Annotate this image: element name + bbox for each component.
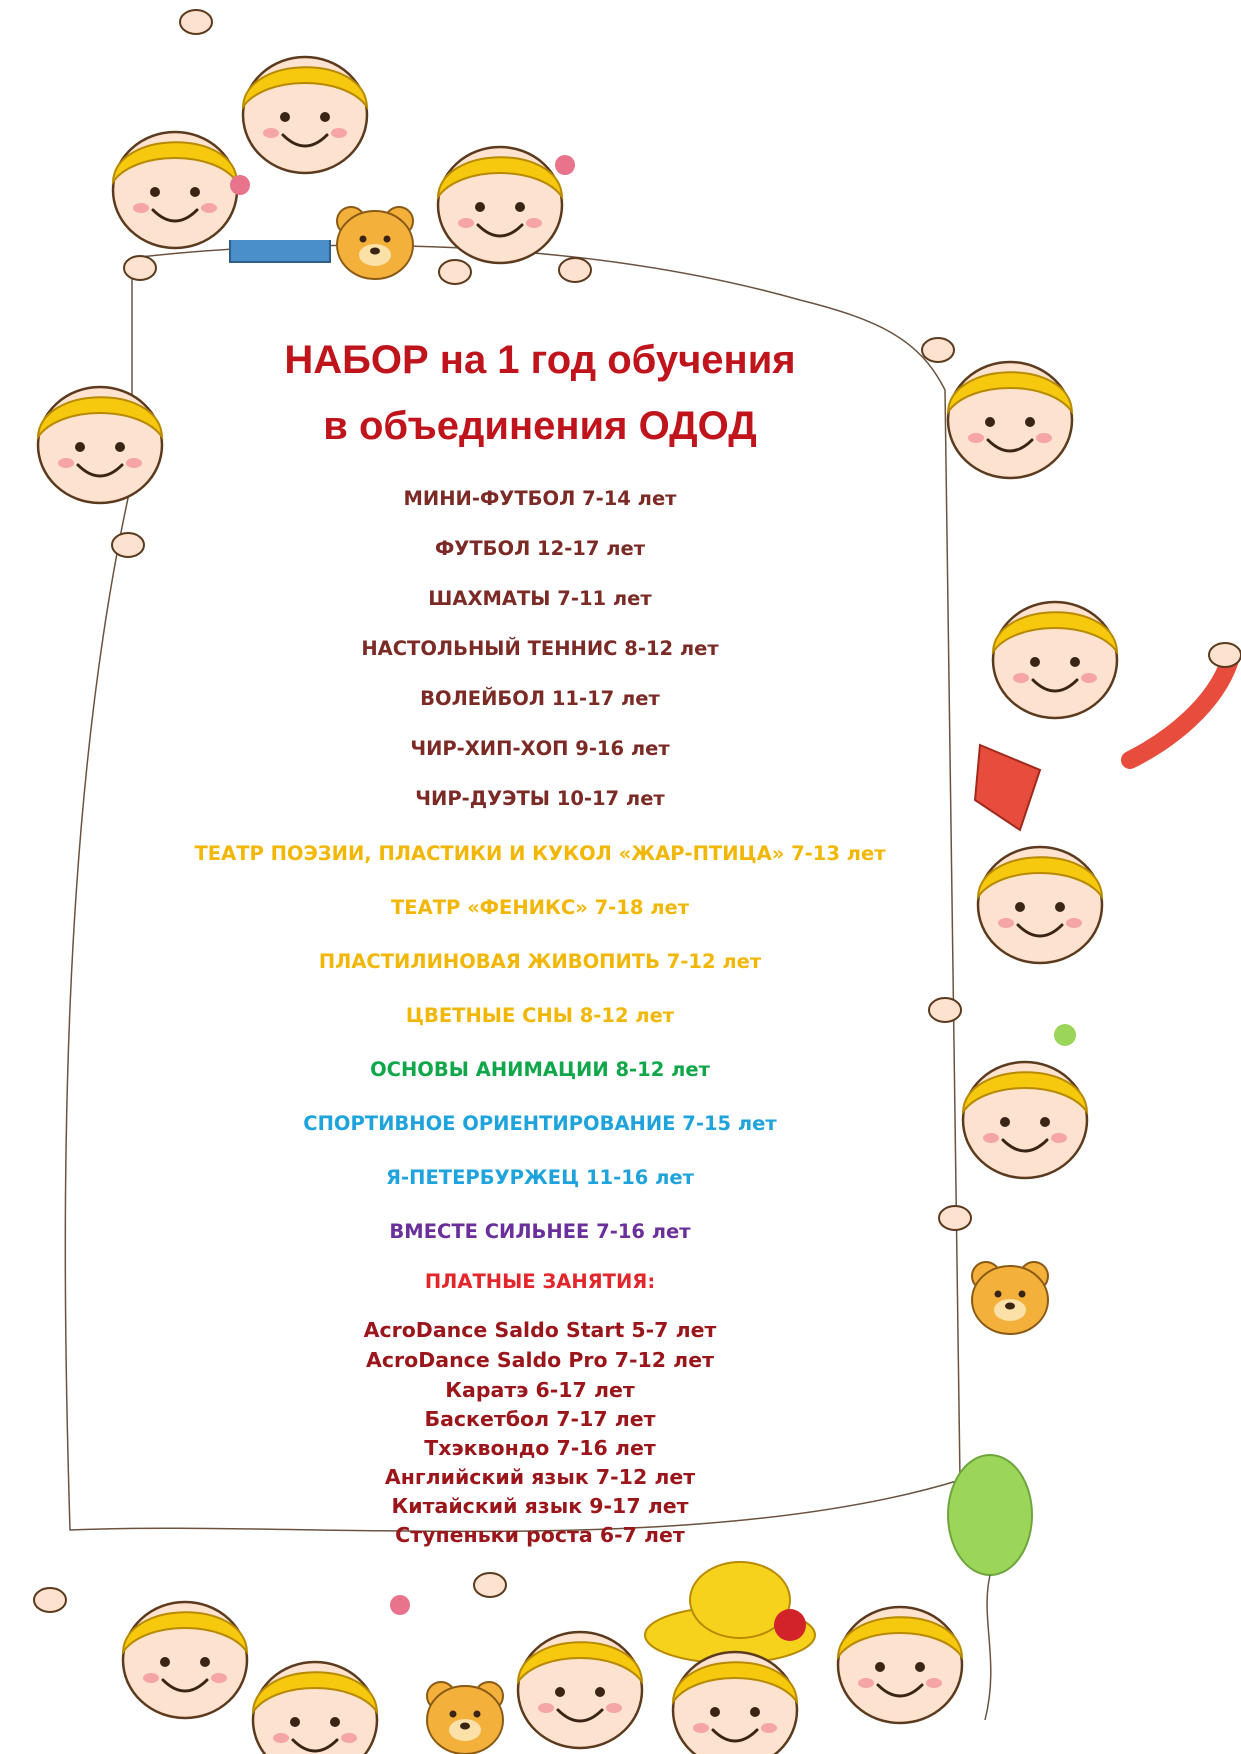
program-item: ПЛАСТИЛИНОВАЯ ЖИВОПИТЬ 7-12 лет <box>318 950 762 973</box>
paid-class-item: Ступеньки роста 6-7 лет <box>395 1523 685 1547</box>
program-item: ВОЛЕЙБОЛ 11-17 лет <box>420 687 660 710</box>
poster-title-line1: НАБОР на 1 год обучения <box>284 338 796 382</box>
program-item: ЧИР-ХИП-ХОП 9-16 лет <box>410 737 670 760</box>
program-item: ВМЕСТЕ СИЛЬНЕЕ 7-16 лет <box>389 1220 691 1243</box>
program-item: ОСНОВЫ АНИМАЦИИ 8-12 лет <box>370 1058 710 1081</box>
poster-title-line2: в объединения ОДОД <box>323 404 757 448</box>
program-item: ШАХМАТЫ 7-11 лет <box>428 587 652 610</box>
paid-class-item: Баскетбол 7-17 лет <box>424 1407 656 1431</box>
poster-content <box>150 0 930 1754</box>
program-item: ЧИР-ДУЭТЫ 10-17 лет <box>415 787 665 810</box>
program-item: МИНИ-ФУТБОЛ 7-14 лет <box>403 487 677 510</box>
paid-class-item: AcroDance Saldo Pro 7-12 лет <box>366 1348 714 1372</box>
program-item: ТЕАТР «ФЕНИКС» 7-18 лет <box>390 896 690 919</box>
program-item: ТЕАТР ПОЭЗИИ, ПЛАСТИКИ И КУКОЛ «ЖАР-ПТИЦА» 7-13 лет <box>194 842 886 865</box>
paid-class-item: Английский язык 7-12 лет <box>384 1465 696 1489</box>
program-item: СПОРТИВНОЕ ОРИЕНТИРОВАНИЕ 7-15 лет <box>303 1112 777 1135</box>
program-item: ФУТБОЛ 12-17 лет <box>434 537 646 560</box>
paid-classes-heading: ПЛАТНЫЕ ЗАНЯТИЯ: <box>424 1270 656 1293</box>
paid-class-item: AcroDance Saldo Start 5-7 лет <box>363 1318 717 1342</box>
paid-class-item: Тхэквондо 7-16 лет <box>424 1436 656 1460</box>
paid-class-item: Китайский язык 9-17 лет <box>391 1494 689 1518</box>
program-item: Я-ПЕТЕРБУРЖЕЦ 11-16 лет <box>386 1166 694 1189</box>
program-item: ЦВЕТНЫЕ СНЫ 8-12 лет <box>405 1004 675 1027</box>
program-item: НАСТОЛЬНЫЙ ТЕННИС 8-12 лет <box>361 637 719 660</box>
paid-class-item: Каратэ 6-17 лет <box>445 1378 635 1402</box>
